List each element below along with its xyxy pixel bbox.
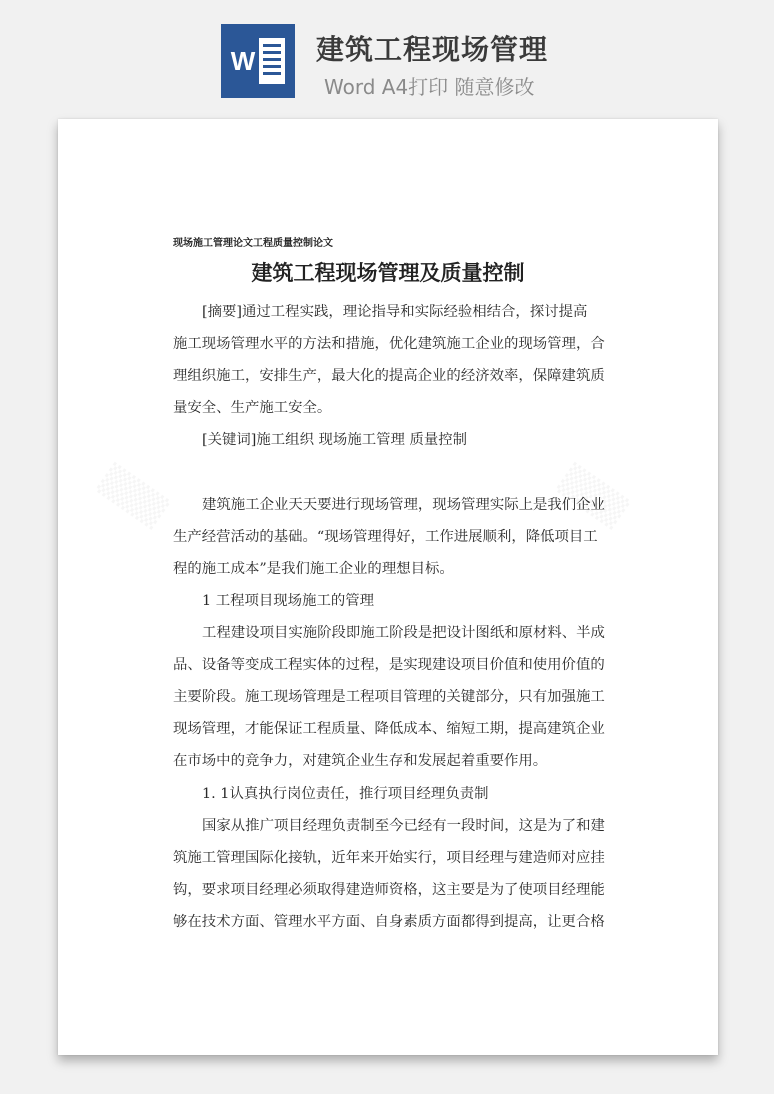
- document-category: 现场施工管理论文工程质量控制论文: [173, 238, 333, 249]
- paragraph-line: 量安全、生产施工安全。: [173, 400, 332, 416]
- paragraph-line: 施工现场管理水平的方法和措施，优化建筑施工企业的现场管理，合: [173, 336, 605, 352]
- paragraph-line: 生产经营活动的基础。“现场管理得好，工作进展顺利，降低项目工: [173, 529, 598, 545]
- paragraph-line: 够在技术方面、管理水平方面、自身素质方面都得到提高，让更合格: [173, 914, 605, 930]
- document-page: [58, 119, 718, 1055]
- paragraph-line: 程的施工成本”是我们施工企业的理想目标。: [173, 561, 454, 577]
- paragraph-line: [摘要]通过工程实践，理论指导和实际经验相结合，探讨提高: [202, 304, 588, 320]
- subsection-heading: 1. 1认真执行岗位责任，推行项目经理负责制: [202, 786, 489, 802]
- section-heading: 1 工程项目现场施工的管理: [202, 593, 375, 609]
- watermark: [94, 462, 171, 530]
- word-logo-letter: W: [230, 46, 256, 76]
- paragraph-line: 国家从推广项目经理负责制至今已经有一段时间，这是为了和建: [202, 818, 605, 834]
- banner-title: 建筑工程现场管理: [316, 33, 549, 66]
- paragraph-line: 理组织施工，安排生产，最大化的提高企业的经济效率，保障建筑质: [173, 368, 605, 384]
- word-document-icon: [221, 24, 295, 98]
- paragraph-line: 现场管理，才能保证工程质量、降低成本、缩短工期，提高建筑企业: [173, 721, 605, 737]
- banner-subtitle: Word A4打印 随意修改: [324, 75, 535, 99]
- document-title: 建筑工程现场管理及质量控制: [251, 261, 525, 285]
- paragraph-line: 主要阶段。施工现场管理是工程项目管理的关键部分，只有加强施工: [173, 689, 605, 705]
- paragraph-line: 钩，要求项目经理必须取得建造师资格，这主要是为了使项目经理能: [173, 882, 605, 898]
- paragraph-line: 筑施工管理国际化接轨，近年来开始实行，项目经理与建造师对应挂: [173, 850, 605, 866]
- paragraph-line: 品、设备等变成工程实体的过程，是实现建设项目价值和使用价值的: [173, 657, 605, 673]
- header-banner: [0, 0, 774, 118]
- keywords-line: [关键词]施工组织 现场施工管理 质量控制: [202, 432, 468, 448]
- paragraph-line: 工程建设项目实施阶段即施工阶段是把设计图纸和原材料、半成: [202, 625, 605, 641]
- paragraph-line: 在市场中的竞争力，对建筑企业生存和发展起着重要作用。: [173, 753, 548, 769]
- paragraph-line: 建筑施工企业天天要进行现场管理，现场管理实际上是我们企业: [202, 497, 605, 513]
